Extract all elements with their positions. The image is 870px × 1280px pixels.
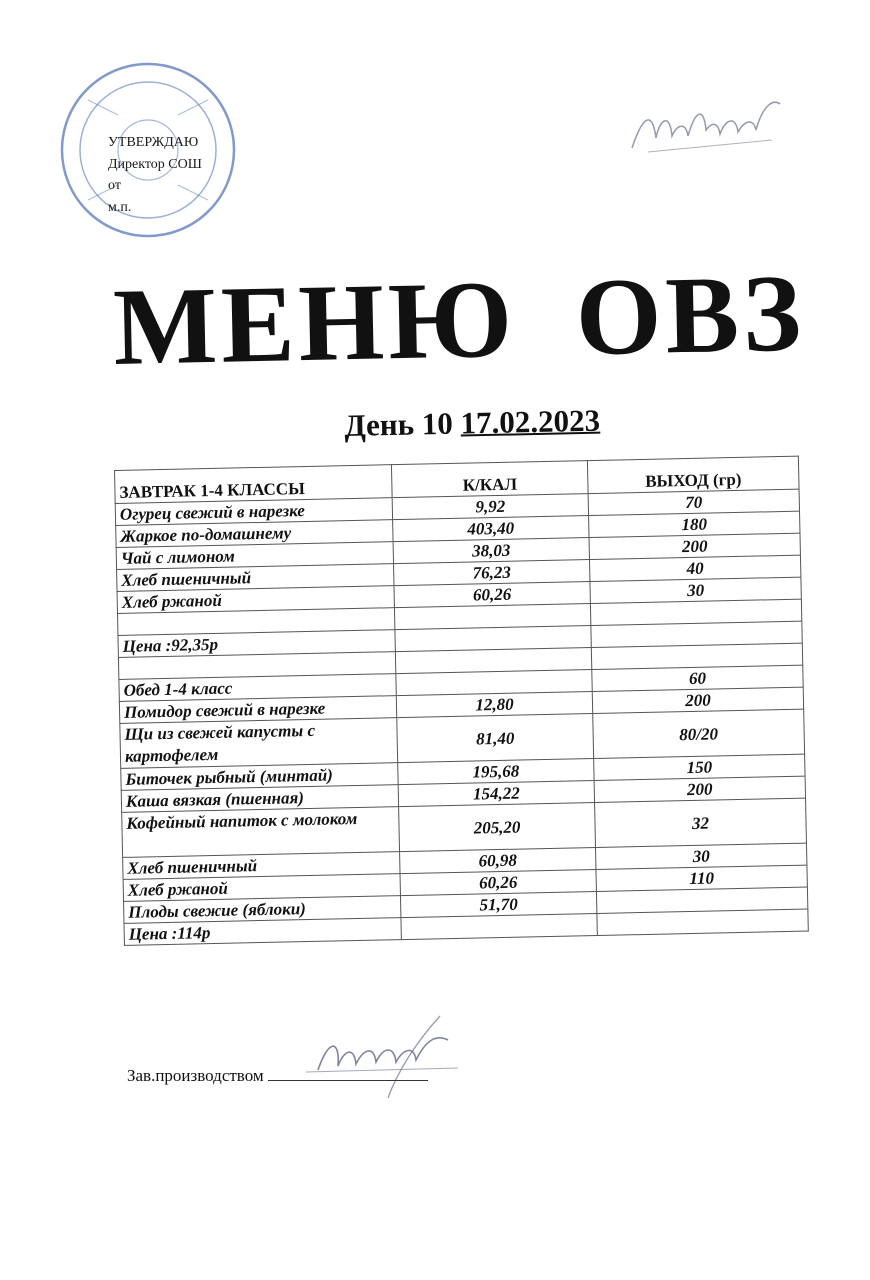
footer-signature-line	[127, 1066, 428, 1086]
menu-table-wrapper	[114, 456, 809, 946]
dish-kcal: 205,20	[399, 803, 596, 852]
dish-kcal	[401, 913, 597, 939]
dish-output: 200	[594, 776, 805, 802]
dish-name: Помидор свежий в нарезке	[119, 696, 396, 724]
dish-name: Кофейный напиток с молоком	[122, 807, 400, 858]
day-heading	[344, 403, 600, 444]
dish-output: 150	[594, 754, 805, 780]
dish-name: Чай с лимоном	[116, 542, 393, 570]
dish-name: Хлеб пшеничный	[123, 852, 400, 880]
dish-name: Хлеб пшеничный	[117, 564, 394, 592]
header-dish: ЗАВТРАК 1-4 КЛАССЫ	[115, 465, 393, 504]
production-manager-label: Зав.производством	[127, 1066, 264, 1085]
dish-name: Щи из свежей капусты с картофелем	[120, 718, 398, 769]
dish-name: Плоды свежие (яблоки)	[124, 896, 401, 924]
dish-name: Каша вязкая (пшенная)	[121, 785, 398, 813]
dish-output	[597, 909, 808, 935]
page-title	[112, 248, 807, 392]
dish-output: 180	[589, 511, 800, 537]
dish-kcal: 154,22	[398, 781, 594, 807]
dish-output: 30	[590, 577, 801, 603]
dish-kcal: 38,03	[393, 538, 589, 564]
signature-bottom	[298, 1010, 468, 1102]
approval-block	[108, 132, 202, 219]
approve-date: от	[108, 178, 121, 194]
dish-output: 200	[589, 533, 800, 559]
dish-kcal: 81,40	[397, 714, 594, 763]
lunch-heading: Обед 1-4 класс	[119, 674, 396, 702]
dish-kcal: 195,68	[398, 759, 594, 785]
header-output: ВЫХОД (гр)	[587, 456, 799, 493]
dish-output: 110	[596, 865, 807, 891]
lunch-price: Цена :114р	[124, 918, 401, 946]
breakfast-price: Цена :92,35р	[118, 630, 395, 658]
dish-kcal: 403,40	[393, 516, 589, 542]
dish-output: 200	[592, 687, 803, 713]
dish-output: 40	[589, 555, 800, 581]
dish-output: 80/20	[593, 709, 805, 758]
approve-director: Директор СОШ	[108, 156, 202, 172]
dish-name: Хлеб ржаной	[117, 586, 394, 614]
day-label: День 10	[344, 405, 454, 443]
dish-name: Биточек рыбный (минтай)	[121, 763, 398, 791]
dish-output: 30	[596, 843, 807, 869]
dish-output: 70	[588, 489, 799, 515]
signature-line	[268, 1079, 428, 1081]
day-date: 17.02.2023	[460, 402, 601, 441]
dish-name: Хлеб ржаной	[123, 874, 400, 902]
dish-name: Жаркое по-домашнему	[116, 520, 393, 548]
header-kcal: К/КАЛ	[391, 461, 588, 498]
approve-title: УТВЕРЖДАЮ	[108, 135, 199, 150]
signature-top	[622, 78, 792, 168]
dish-kcal: 9,92	[392, 494, 588, 520]
dish-kcal: 12,80	[396, 692, 592, 718]
dish-kcal: 60,98	[400, 847, 596, 873]
approve-mp: м.п.	[108, 200, 132, 216]
dish-kcal: 51,70	[400, 891, 596, 917]
dish-kcal: 60,26	[394, 582, 590, 608]
menu-table	[114, 456, 809, 946]
title-word-menu: МЕНЮ	[112, 257, 518, 388]
dish-kcal: 76,23	[394, 560, 590, 586]
dish-name: Огурец свежий в нарезке	[115, 498, 392, 526]
dish-kcal: 60,26	[400, 869, 596, 895]
dish-output: 32	[595, 798, 807, 847]
title-word-ovz: ОВЗ	[574, 251, 807, 379]
dish-output: 60	[592, 665, 803, 691]
